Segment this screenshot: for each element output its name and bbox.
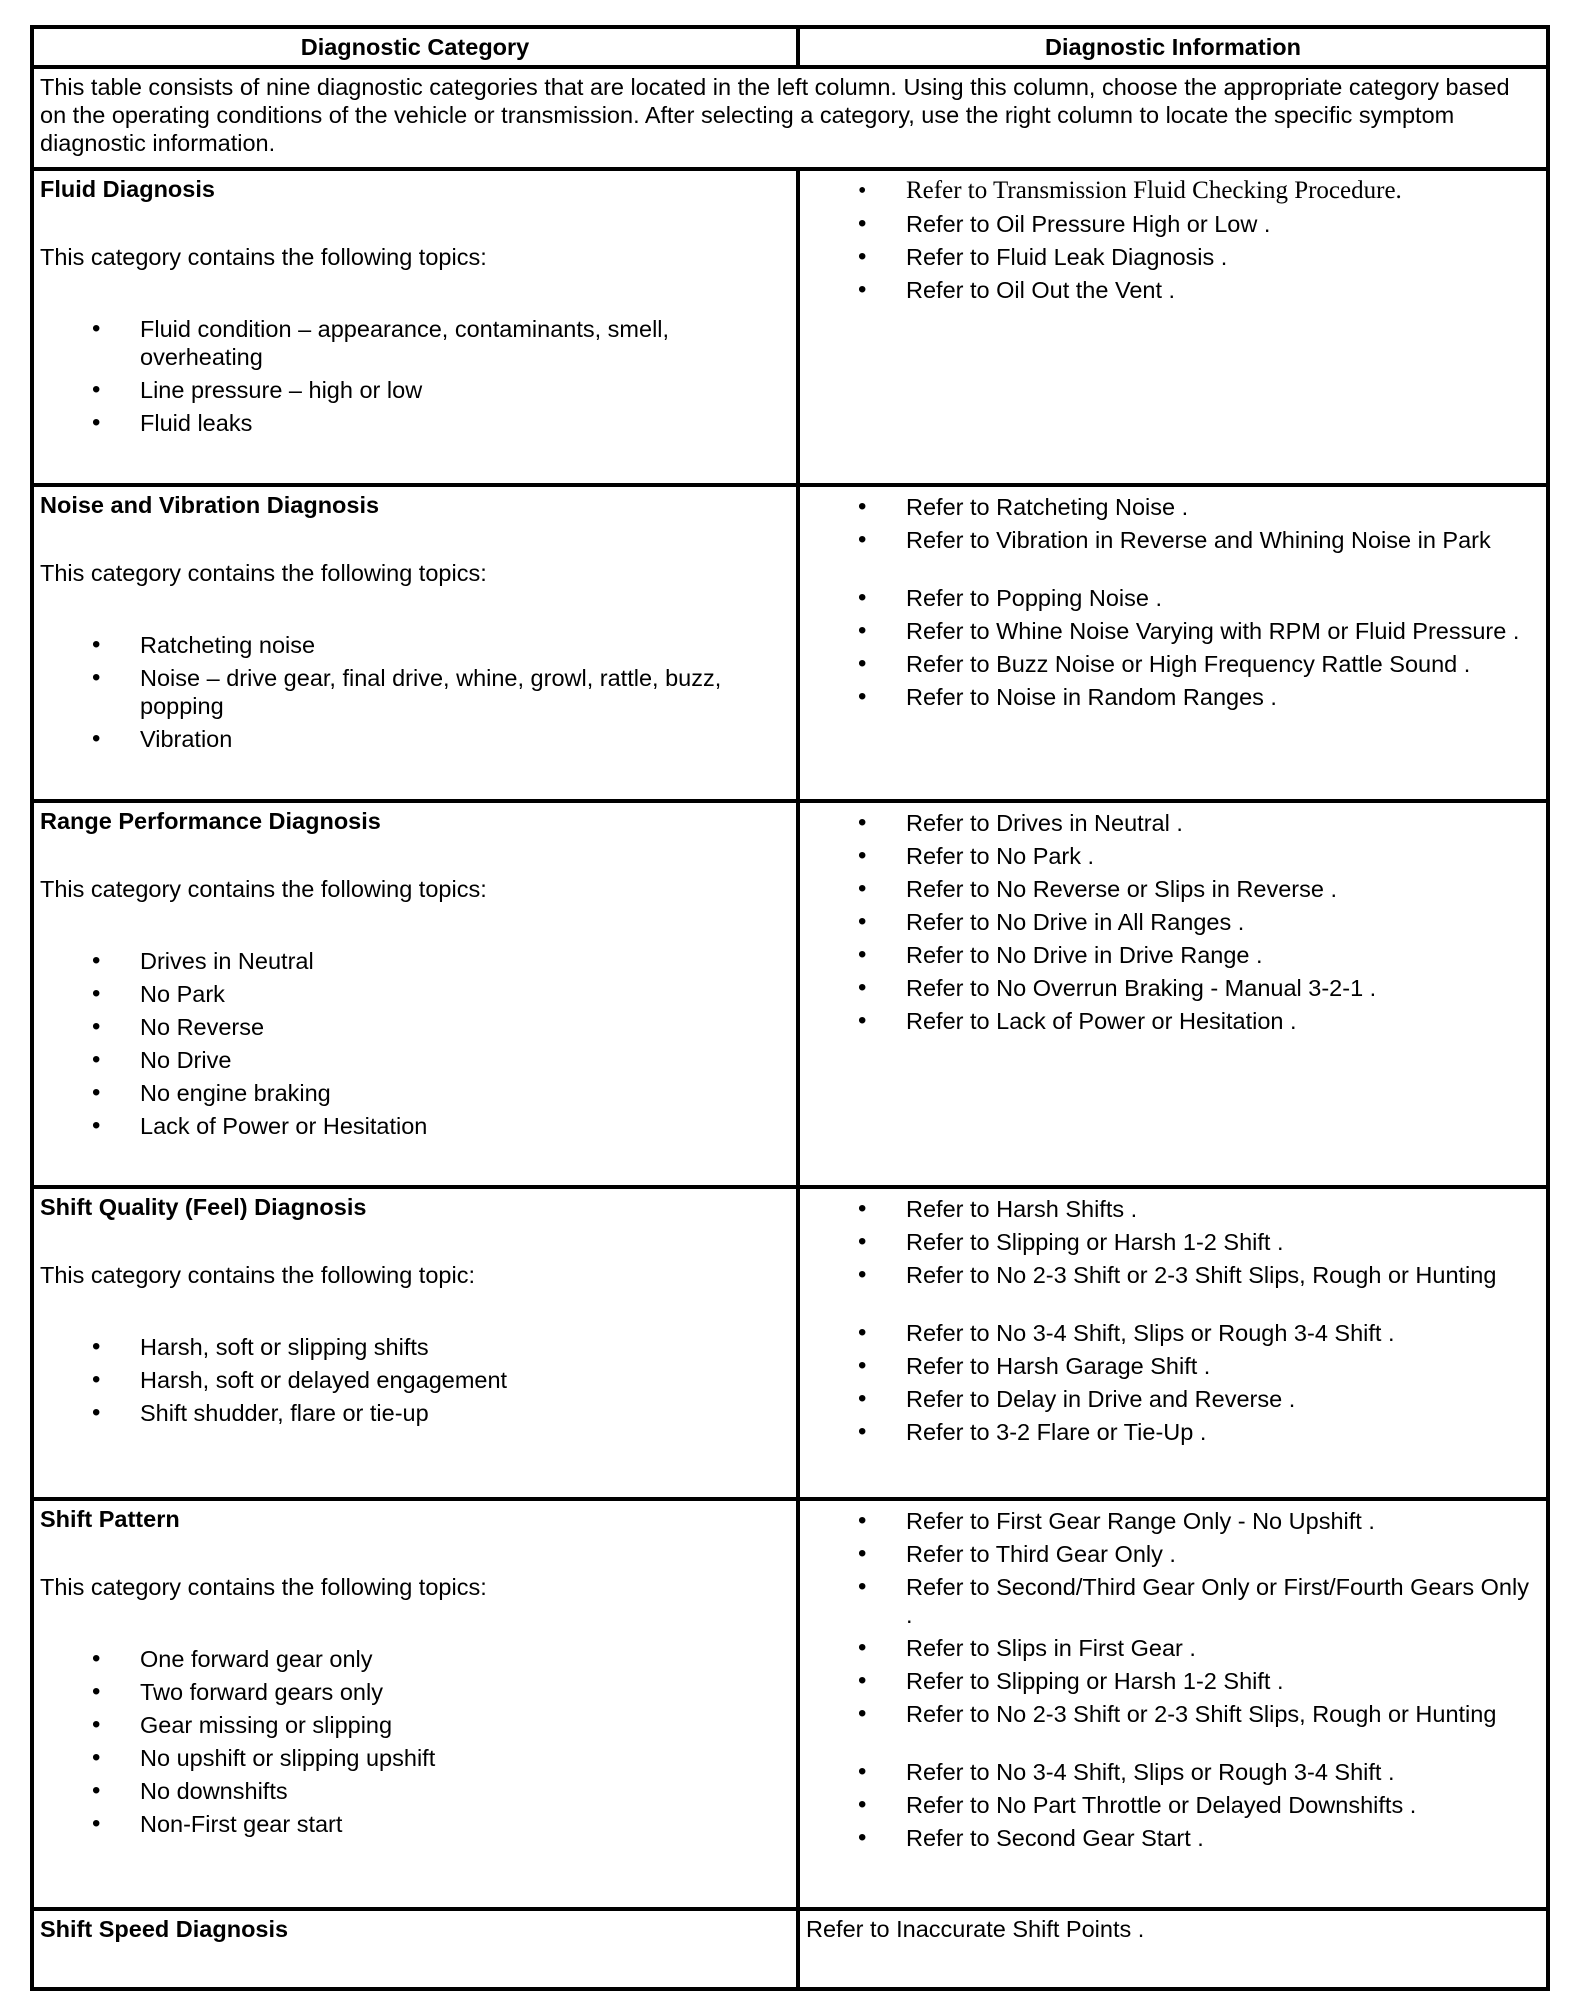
topic-list	[40, 1645, 796, 1838]
reference-link[interactable]: • Refer to No Drive in All Ranges .	[806, 908, 1538, 936]
topic-item: • No engine braking	[40, 1079, 796, 1107]
category-title: Noise and Vibration Diagnosis	[40, 492, 380, 518]
topic-item: • Harsh, soft or slipping shifts	[40, 1333, 796, 1361]
reference-link[interactable]: • Refer to No Park .	[806, 842, 1538, 870]
header-diagnostic-information: Diagnostic Information	[798, 27, 1548, 67]
reference-link[interactable]: • Refer to No 2-3 Shift or 2-3 Shift Slips, Rough or Hunting	[806, 1261, 1538, 1289]
reference-link[interactable]: • Refer to Second Gear Start .	[806, 1824, 1538, 1852]
info-cell	[798, 485, 1548, 801]
reference-link[interactable]: • Refer to Third Gear Only .	[806, 1540, 1538, 1568]
reference-link[interactable]: • Refer to First Gear Range Only - No Upshift .	[806, 1507, 1538, 1535]
topic-list	[40, 315, 796, 437]
reference-link[interactable]: • Refer to Ratcheting Noise .	[806, 493, 1538, 521]
topic-item: • Two forward gears only	[40, 1678, 796, 1706]
reference-link[interactable]: • Refer to Second/Third Gear Only or First/Fourth Gears Only .	[806, 1573, 1538, 1629]
info-cell	[798, 1187, 1548, 1499]
info-cell	[798, 169, 1548, 485]
reference-link[interactable]: • Refer to Slips in First Gear .	[806, 1634, 1538, 1662]
info-cell	[798, 1909, 1548, 1989]
reference-link[interactable]: • Refer to Slipping or Harsh 1-2 Shift .	[806, 1228, 1538, 1256]
reference-link[interactable]: • Refer to Popping Noise .	[806, 584, 1538, 612]
category-cell	[32, 801, 798, 1187]
category-title: Shift Pattern	[40, 1506, 180, 1532]
reference-list	[806, 1507, 1546, 1852]
reference-link[interactable]: • Refer to No Overrun Braking - Manual 3-2-1 .	[806, 974, 1538, 1002]
header-row	[32, 27, 1548, 67]
reference-list	[806, 177, 1546, 304]
category-row-fluid	[32, 169, 1548, 485]
intro-text: This table consists of nine diagnostic categories that are located in the left column. Using this column, choose the appropriate category based on the operating conditions of the vehicle or transmission. After selecting a category, use the right column to locate the specific symptom diagnostic information.	[32, 67, 1548, 169]
category-cell	[32, 1909, 798, 1989]
reference-link[interactable]: • Refer to No 3-4 Shift, Slips or Rough 3-4 Shift .	[806, 1319, 1538, 1347]
reference-link[interactable]: • Refer to Delay in Drive and Reverse .	[806, 1385, 1538, 1413]
reference-link[interactable]: • Refer to Harsh Garage Shift .	[806, 1352, 1538, 1380]
category-cell	[32, 169, 798, 485]
reference-link[interactable]: • Refer to Harsh Shifts .	[806, 1195, 1538, 1223]
reference-link[interactable]: • Refer to Buzz Noise or High Frequency Rattle Sound .	[806, 650, 1538, 678]
category-title: Shift Speed Diagnosis	[40, 1916, 289, 1942]
topic-item: • Non-First gear start	[40, 1810, 796, 1838]
reference-link[interactable]: • Refer to No 3-4 Shift, Slips or Rough 3-4 Shift .	[806, 1758, 1538, 1786]
reference-link[interactable]: • Refer to Vibration in Reverse and Whining Noise in Park	[806, 526, 1538, 554]
reference-link[interactable]: • Refer to Oil Out the Vent .	[806, 276, 1538, 304]
reference-link[interactable]: • Refer to No 2-3 Shift or 2-3 Shift Slips, Rough or Hunting	[806, 1700, 1538, 1728]
category-cell	[32, 1499, 798, 1909]
category-row-shift-quality	[32, 1187, 1548, 1499]
header-diagnostic-category: Diagnostic Category	[32, 27, 798, 67]
topic-list	[40, 1333, 796, 1427]
reference-link[interactable]: • Refer to 3-2 Flare or Tie-Up .	[806, 1418, 1538, 1446]
category-row-shift-speed	[32, 1909, 1548, 1989]
topic-item: • Ratcheting noise	[40, 631, 796, 659]
reference-list	[806, 1195, 1546, 1446]
topic-item: • No downshifts	[40, 1777, 796, 1805]
reference-link[interactable]: • Refer to No Drive in Drive Range .	[806, 941, 1538, 969]
category-cell	[32, 1187, 798, 1499]
info-cell	[798, 1499, 1548, 1909]
topic-item: • Fluid leaks	[40, 409, 796, 437]
reference-link[interactable]: • Refer to Fluid Leak Diagnosis .	[806, 243, 1538, 271]
category-subtitle: This category contains the following topics:	[40, 560, 487, 586]
category-row-noise-vibration	[32, 485, 1548, 801]
reference-list	[806, 493, 1546, 711]
reference-list	[806, 809, 1546, 1035]
category-cell	[32, 485, 798, 801]
topic-item: • Shift shudder, flare or tie-up	[40, 1399, 796, 1427]
reference-link[interactable]: • Refer to No Reverse or Slips in Reverse .	[806, 875, 1538, 903]
topic-item: • Vibration	[40, 725, 796, 753]
topic-item: • Gear missing or slipping	[40, 1711, 796, 1739]
category-row-range-performance	[32, 801, 1548, 1187]
reference-link[interactable]: • Refer to Noise in Random Ranges .	[806, 683, 1538, 711]
topic-item: • One forward gear only	[40, 1645, 796, 1673]
topic-item: • Noise – drive gear, final drive, whine, growl, rattle, buzz, popping	[40, 664, 796, 720]
category-title: Range Performance Diagnosis	[40, 808, 381, 834]
intro-row	[32, 67, 1548, 169]
diagnostic-table	[30, 25, 1550, 1991]
topic-item: • No Reverse	[40, 1013, 796, 1041]
reference-link[interactable]: • Refer to No Part Throttle or Delayed Downshifts .	[806, 1791, 1538, 1819]
category-subtitle: This category contains the following topics:	[40, 244, 487, 270]
reference-link[interactable]: • Refer to Slipping or Harsh 1-2 Shift .	[806, 1667, 1538, 1695]
category-row-shift-pattern	[32, 1499, 1548, 1909]
topic-item: • Fluid condition – appearance, contaminants, smell, overheating	[40, 315, 796, 371]
topic-item: • No upshift or slipping upshift	[40, 1744, 796, 1772]
topic-item: • No Drive	[40, 1046, 796, 1074]
category-subtitle: This category contains the following topic:	[40, 1262, 475, 1288]
category-title: Fluid Diagnosis	[40, 176, 215, 202]
topic-item: • No Park	[40, 980, 796, 1008]
category-subtitle: This category contains the following topics:	[40, 1574, 487, 1600]
reference-link[interactable]: • Refer to Drives in Neutral .	[806, 809, 1538, 837]
topic-item: • Line pressure – high or low	[40, 376, 796, 404]
topic-item: • Lack of Power or Hesitation	[40, 1112, 796, 1140]
reference-link[interactable]: • Refer to Whine Noise Varying with RPM or Fluid Pressure .	[806, 617, 1538, 645]
reference-link[interactable]: • Refer to Transmission Fluid Checking Procedure.	[806, 177, 1538, 205]
topic-item: • Drives in Neutral	[40, 947, 796, 975]
category-title: Shift Quality (Feel) Diagnosis	[40, 1194, 367, 1220]
reference-link[interactable]: • Refer to Lack of Power or Hesitation .	[806, 1007, 1538, 1035]
topic-list	[40, 947, 796, 1140]
reference-link[interactable]: • Refer to Oil Pressure High or Low .	[806, 210, 1538, 238]
reference-link[interactable]: Refer to Inaccurate Shift Points .	[806, 1916, 1145, 1942]
info-cell	[798, 801, 1548, 1187]
category-subtitle: This category contains the following topics:	[40, 876, 487, 902]
topic-item: • Harsh, soft or delayed engagement	[40, 1366, 796, 1394]
topic-list	[40, 631, 796, 753]
